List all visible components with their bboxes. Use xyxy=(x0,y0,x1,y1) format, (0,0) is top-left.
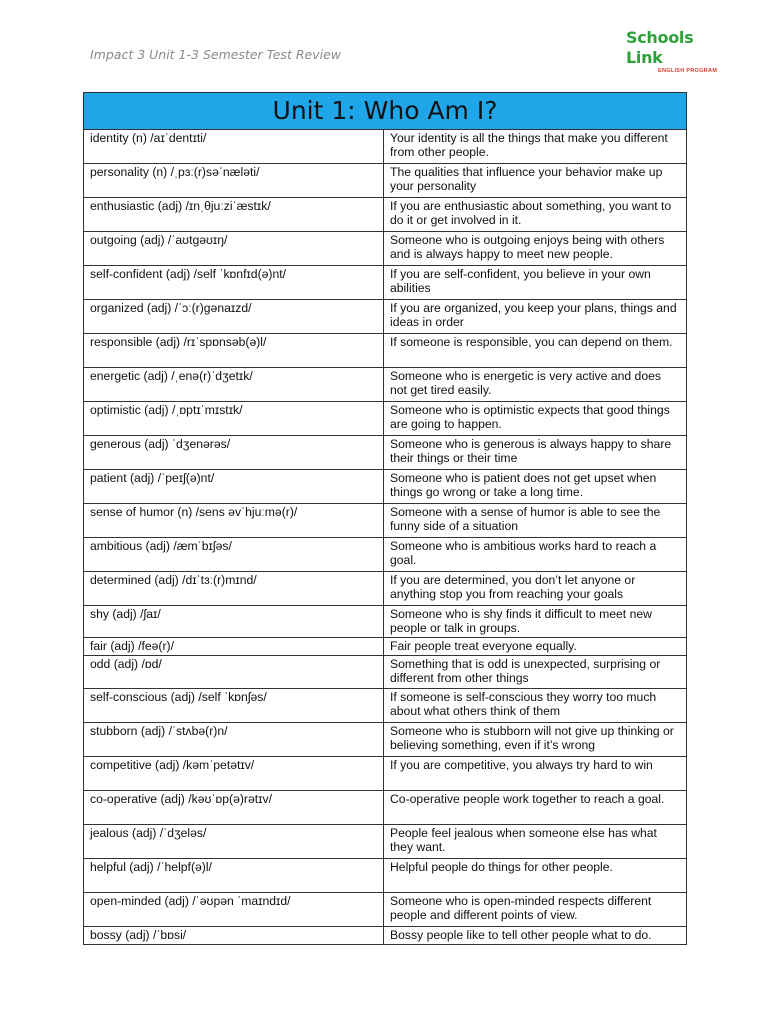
term-cell: bossy (adj) /ˈbɒsi/ xyxy=(84,927,384,945)
table-row xyxy=(84,893,687,927)
table-row xyxy=(84,859,687,893)
term-cell: optimistic (adj) /ˌɒptɪˈmɪstɪk/ xyxy=(84,402,384,436)
term-cell: enthusiastic (adj) /ɪnˌθjuːziˈæstɪk/ xyxy=(84,198,384,232)
term-cell: self-confident (adj) /self ˈkɒnfɪd(ə)nt/ xyxy=(84,266,384,300)
table-row xyxy=(84,689,687,723)
table-row xyxy=(84,825,687,859)
definition-cell: Someone who is outgoing enjoys being with others and is always happy to meet new people. xyxy=(384,232,687,266)
definition-cell: Helpful people do things for other people. xyxy=(384,859,687,893)
definition-cell: Someone who is shy finds it difficult to meet new people or talk in groups. xyxy=(384,606,687,638)
table-row xyxy=(84,164,687,198)
definition-cell: Someone who is open-minded respects different people and different points of view. xyxy=(384,893,687,927)
unit-title: Unit 1: Who Am I? xyxy=(84,93,687,130)
term-cell: stubborn (adj) /ˈstʌbə(r)n/ xyxy=(84,723,384,757)
definition-cell: If you are organized, you keep your plans, things and ideas in order xyxy=(384,300,687,334)
table-row xyxy=(84,791,687,825)
logo-text: Schools Link xyxy=(626,28,694,67)
definition-cell: Fair people treat everyone equally. xyxy=(384,638,687,656)
definition-cell: Someone who is generous is always happy to share their things or their time xyxy=(384,436,687,470)
definition-cell: People feel jealous when someone else has what they want. xyxy=(384,825,687,859)
definition-cell: If you are enthusiastic about something, you want to do it or get involved in it. xyxy=(384,198,687,232)
table-row xyxy=(84,402,687,436)
table-row xyxy=(84,334,687,368)
definition-cell: If someone is self-conscious they worry too much about what others think of them xyxy=(384,689,687,723)
definition-cell: Something that is odd is unexpected, surprising or different from other things xyxy=(384,656,687,689)
document-header-title: Impact 3 Unit 1-3 Semester Test Review xyxy=(90,47,341,62)
table-row xyxy=(84,198,687,232)
table-row xyxy=(84,927,687,945)
term-cell: self-conscious (adj) /self ˈkɒnʃəs/ xyxy=(84,689,384,723)
term-cell: sense of humor (n) /sens əvˈhjuːmə(r)/ xyxy=(84,504,384,538)
definition-cell: If you are competitive, you always try hard to win xyxy=(384,757,687,791)
definition-cell: Someone who is optimistic expects that good things are going to happen. xyxy=(384,402,687,436)
term-cell: co-operative (adj) /kəʊˈɒp(ə)rətɪv/ xyxy=(84,791,384,825)
table-row xyxy=(84,723,687,757)
table-row xyxy=(84,470,687,504)
table-row xyxy=(84,757,687,791)
table-row xyxy=(84,436,687,470)
definition-cell: If you are determined, you don’t let anyone or anything stop you from reaching your goals xyxy=(384,572,687,606)
table-row xyxy=(84,504,687,538)
table-row xyxy=(84,130,687,164)
term-cell: jealous (adj) /ˈdʒeləs/ xyxy=(84,825,384,859)
definition-cell: Bossy people like to tell other people what to do. xyxy=(384,927,687,945)
table-row xyxy=(84,606,687,638)
term-cell: personality (n) /ˌpɜː(r)səˈnæləti/ xyxy=(84,164,384,198)
definition-cell: Someone with a sense of humor is able to see the funny side of a situation xyxy=(384,504,687,538)
term-cell: helpful (adj) /ˈhelpf(ə)l/ xyxy=(84,859,384,893)
table-row xyxy=(84,572,687,606)
definition-cell: Someone who is ambitious works hard to reach a goal. xyxy=(384,538,687,572)
schools-link-logo xyxy=(626,28,726,74)
definition-cell: If you are self-confident, you believe in your own abilities xyxy=(384,266,687,300)
table-row xyxy=(84,232,687,266)
term-cell: fair (adj) /feə(r)/ xyxy=(84,638,384,656)
table-row xyxy=(84,300,687,334)
term-cell: outgoing (adj) /ˈaʊtɡəʊɪŋ/ xyxy=(84,232,384,266)
term-cell: odd (adj) /ɒd/ xyxy=(84,656,384,689)
term-cell: patient (adj) /ˈpeɪʃ(ə)nt/ xyxy=(84,470,384,504)
table-title-row xyxy=(84,93,687,130)
vocabulary-table xyxy=(83,92,687,945)
definition-cell: The qualities that influence your behavior make up your personality xyxy=(384,164,687,198)
term-cell: determined (adj) /dɪˈtɜː(r)mɪnd/ xyxy=(84,572,384,606)
definition-cell: If someone is responsible, you can depend on them. xyxy=(384,334,687,368)
definition-cell: Co-operative people work together to reach a goal. xyxy=(384,791,687,825)
table-row xyxy=(84,266,687,300)
table-row xyxy=(84,368,687,402)
vocabulary-rows xyxy=(84,130,687,945)
definition-cell: Someone who is patient does not get upset when things go wrong or take a long time. xyxy=(384,470,687,504)
term-cell: energetic (adj) /ˌenə(r)ˈdʒetɪk/ xyxy=(84,368,384,402)
term-cell: competitive (adj) /kəmˈpetətɪv/ xyxy=(84,757,384,791)
table-row xyxy=(84,638,687,656)
term-cell: open-minded (adj) /ˈəʊpən ˈmaɪndɪd/ xyxy=(84,893,384,927)
table-row xyxy=(84,656,687,689)
term-cell: identity (n) /aɪˈdentɪti/ xyxy=(84,130,384,164)
term-cell: organized (adj) /ˈɔː(r)ɡənaɪzd/ xyxy=(84,300,384,334)
definition-cell: Someone who is energetic is very active and does not get tired easily. xyxy=(384,368,687,402)
table-row xyxy=(84,538,687,572)
definition-cell: Your identity is all the things that make you different from other people. xyxy=(384,130,687,164)
term-cell: shy (adj) /ʃaɪ/ xyxy=(84,606,384,638)
logo-subtext: ENGLISH PROGRAM xyxy=(658,68,718,74)
definition-cell: Someone who is stubborn will not give up thinking or believing something, even if it’s wrong xyxy=(384,723,687,757)
term-cell: generous (adj) ˈdʒenərəs/ xyxy=(84,436,384,470)
term-cell: responsible (adj) /rɪˈspɒnsəb(ə)l/ xyxy=(84,334,384,368)
term-cell: ambitious (adj) /æmˈbɪʃəs/ xyxy=(84,538,384,572)
